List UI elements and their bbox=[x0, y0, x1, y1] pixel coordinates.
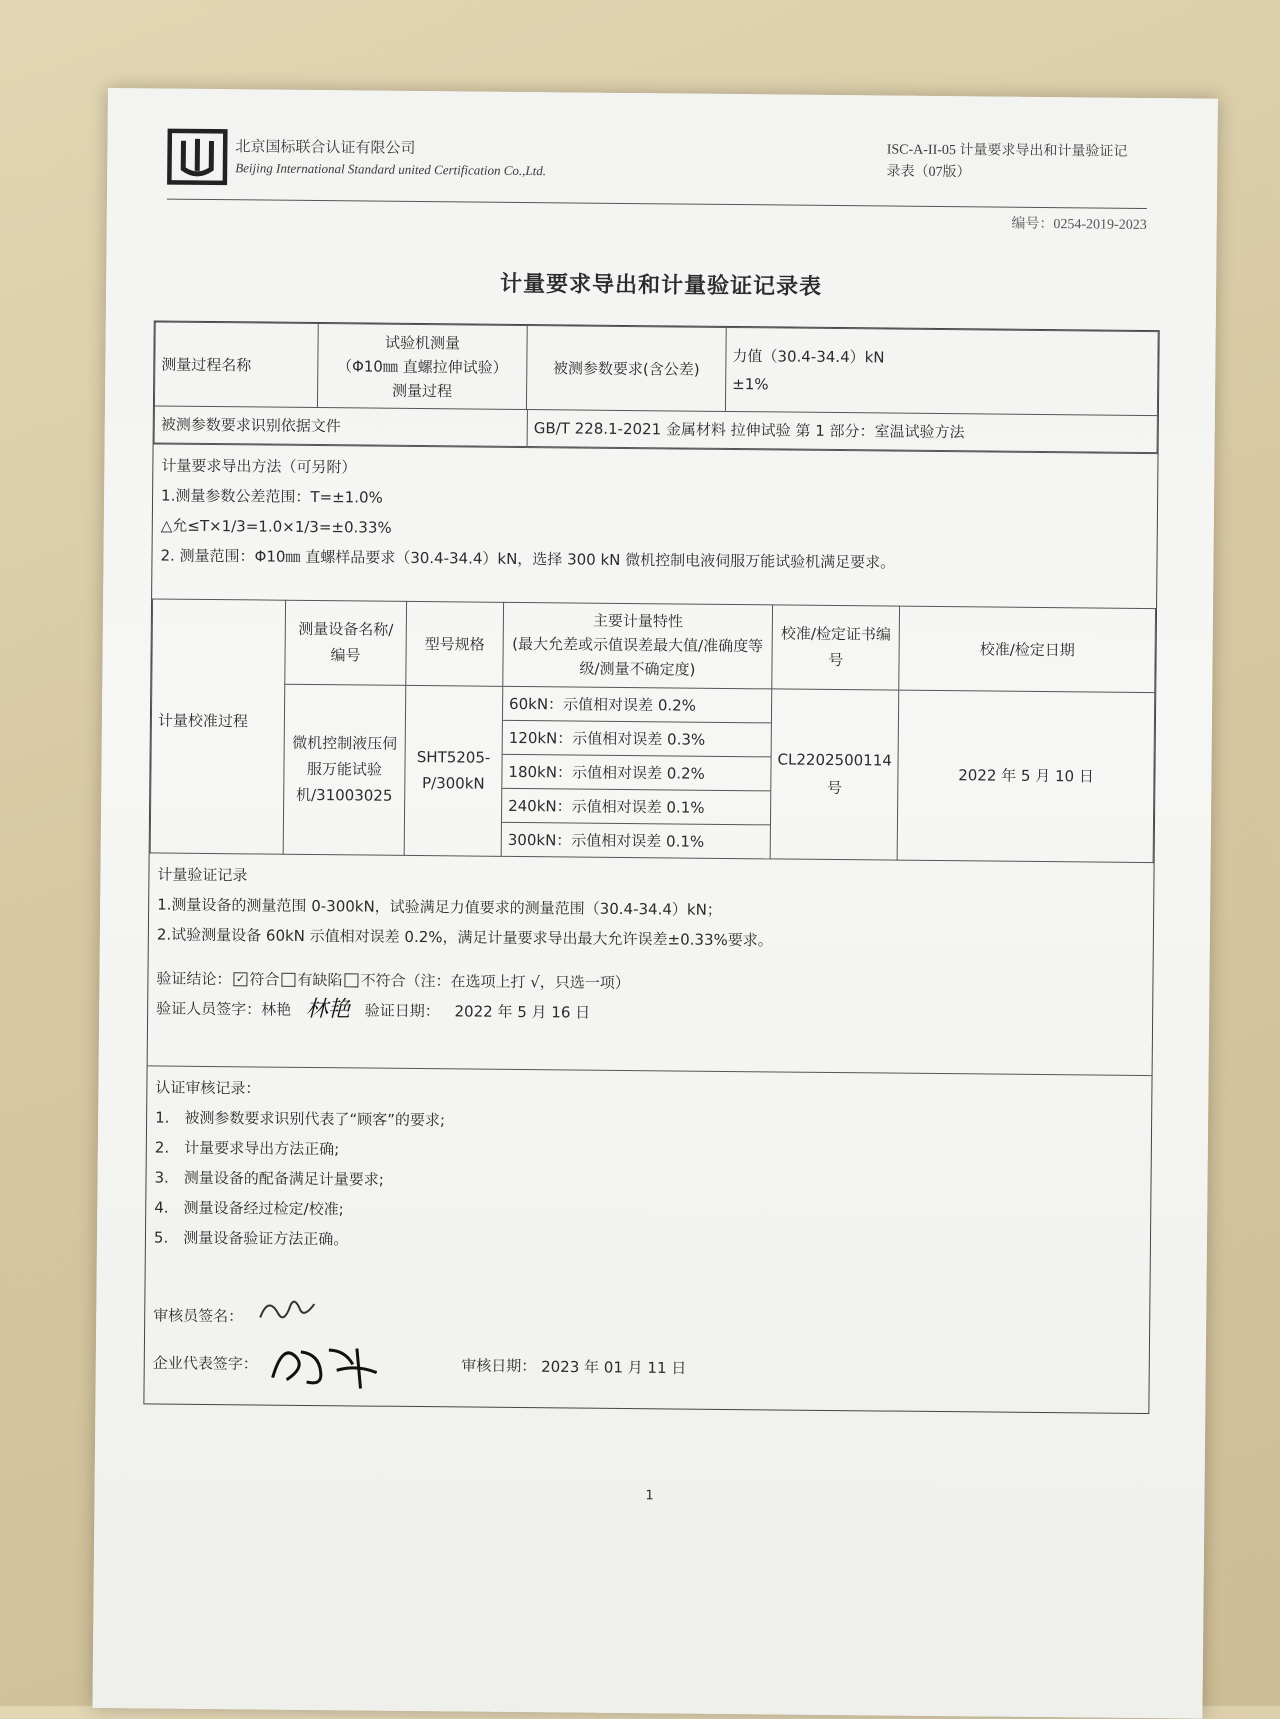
doc-ref-line-2: 录表（07版） bbox=[886, 161, 1127, 185]
audit-item: 1. 被测参数要求识别代表了“顾客”的要求; bbox=[155, 1102, 1143, 1141]
company-name bbox=[235, 135, 546, 179]
label-basis-document: 被测参数要求识别依据文件 bbox=[154, 406, 527, 446]
spec-cell bbox=[501, 686, 772, 859]
representative-signoff bbox=[153, 1338, 1133, 1397]
verifier-signature: 林艳 bbox=[306, 995, 350, 1025]
basis-document-value: GB/T 228.1-2021 金属材料 拉伸试验 第 1 部分：室温试验方法 bbox=[527, 410, 1157, 452]
doc-ref-line-1: ISC-A-II-05 计量要求导出和计量验证记 bbox=[887, 139, 1128, 163]
page-number: 1 bbox=[94, 1483, 1204, 1509]
param-requirement-value: 力值（30.4-34.4）kN ±1% bbox=[725, 327, 1158, 415]
verification-section bbox=[148, 853, 1154, 1075]
verification-heading: 计量验证记录 bbox=[157, 859, 1145, 898]
audit-item: 4. 测量设备经过检定/校准; bbox=[154, 1192, 1142, 1231]
spec-item: 300kN：示值相对误差 0.1% bbox=[502, 822, 770, 858]
derivation-line-3: 2. 测量范围：Φ10㎜ 直螺样品要求（30.4-34.4）kN，选择 300 kN 微机控制电液伺服万能试验机满足要求。 bbox=[160, 540, 1148, 579]
label-process-name: 测量过程名称 bbox=[154, 322, 318, 408]
spec-item: 240kN：示值相对误差 0.1% bbox=[502, 788, 770, 825]
record-form bbox=[143, 320, 1159, 1413]
verifier-label: 验证人员签字：林艳 bbox=[156, 999, 291, 1018]
verification-line-1: 1.测量设备的测量范围 0-300kN，试验满足力值要求的测量范围（30.4-34.4）kN； bbox=[157, 889, 1145, 928]
audit-item: 2. 计量要求导出方法正确; bbox=[155, 1132, 1143, 1171]
option-defect: 有缺陷 bbox=[297, 970, 342, 988]
auditor-signoff bbox=[153, 1286, 324, 1332]
audit-item: 3. 测量设备的配备满足计量要求; bbox=[154, 1162, 1142, 1201]
audit-date: 2023 年 01 月 11 日 bbox=[541, 1357, 686, 1376]
document-reference bbox=[886, 139, 1127, 185]
spec-item: 60kN：示值相对误差 0.2% bbox=[503, 686, 771, 722]
checkbox-empty-icon[interactable] bbox=[344, 973, 358, 987]
option-conform: 符合 bbox=[249, 970, 279, 988]
auditor-signature-icon bbox=[254, 1287, 324, 1332]
audit-item: 5. 测量设备验证方法正确。 bbox=[154, 1222, 1142, 1261]
label-param-requirement: 被测参数要求(含公差) bbox=[526, 326, 726, 412]
company-name-en: Beijing International Standard united Certification Co.,Ltd. bbox=[235, 160, 546, 179]
verification-date-label: 验证日期： bbox=[365, 1001, 440, 1020]
spec-list bbox=[502, 686, 772, 858]
audit-heading: 认证审核记录： bbox=[155, 1072, 1143, 1111]
derivation-section bbox=[152, 443, 1157, 608]
derivation-heading: 计量要求导出方法（可另附） bbox=[161, 450, 1149, 489]
option-nonconform: 不符合 bbox=[360, 971, 405, 989]
company-logo bbox=[167, 129, 228, 186]
process-name-value: 试验机测量 （Φ10㎜ 直螺拉伸试验） 测量过程 bbox=[317, 324, 527, 410]
spec-item: 180kN：示值相对误差 0.2% bbox=[502, 754, 770, 791]
checkbox-checked-icon[interactable]: ✓ bbox=[233, 972, 247, 986]
form-title: 计量要求导出和计量验证记录表 bbox=[106, 263, 1216, 305]
header-model: 型号规格 bbox=[406, 601, 504, 686]
header-cert: 校准/检定证书编号 bbox=[772, 604, 900, 689]
device-model: SHT5205-P/300kN bbox=[404, 685, 503, 856]
company-name-cn: 北京国标联合认证有限公司 bbox=[235, 135, 546, 159]
header-device: 测量设备名称/编号 bbox=[285, 600, 407, 685]
document-page bbox=[92, 88, 1217, 1719]
conclusion-label: 验证结论： bbox=[156, 969, 231, 988]
representative-label: 企业代表签字： bbox=[153, 1353, 258, 1372]
device-name: 微机控制液压伺服万能试验机/31003025 bbox=[283, 684, 406, 855]
header-characteristics: 主要计量特性 (最大允差或示值误差最大值/准确度等级/测量不确定度) bbox=[503, 602, 773, 689]
document-number: 编号：0254-2019-2023 bbox=[1011, 213, 1147, 234]
label-calibration-process: 计量校准过程 bbox=[150, 598, 285, 853]
verification-date: 2022 年 5 月 16 日 bbox=[454, 1002, 590, 1021]
audit-date-label: 审核日期： bbox=[461, 1356, 536, 1375]
calibration-table bbox=[150, 598, 1156, 863]
letterhead bbox=[167, 129, 1148, 209]
calibration-date: 2022 年 5 月 10 日 bbox=[897, 690, 1154, 862]
auditor-label: 审核员签名： bbox=[153, 1306, 243, 1325]
verification-line-2: 2.试验测量设备 60kN 示值相对误差 0.2%，满足计量要求导出最大允许误差±0.33%要求。 bbox=[157, 919, 1145, 958]
process-table bbox=[154, 321, 1159, 416]
spec-item: 120kN：示值相对误差 0.3% bbox=[503, 720, 771, 757]
checkbox-empty-icon[interactable] bbox=[281, 973, 295, 987]
audit-section bbox=[144, 1065, 1151, 1413]
conclusion-note: （注：在选项上打 √，只选一项） bbox=[405, 971, 629, 991]
derivation-line-2: △允≤T×1/3=1.0×1/3=±0.33% bbox=[161, 510, 1149, 549]
derivation-line-1: 1.测量参数公差范围：T=±1.0% bbox=[161, 480, 1149, 519]
cert-number: CL2202500114 号 bbox=[770, 688, 899, 859]
header-date: 校准/检定日期 bbox=[899, 606, 1156, 692]
representative-signature-icon bbox=[266, 1339, 386, 1390]
